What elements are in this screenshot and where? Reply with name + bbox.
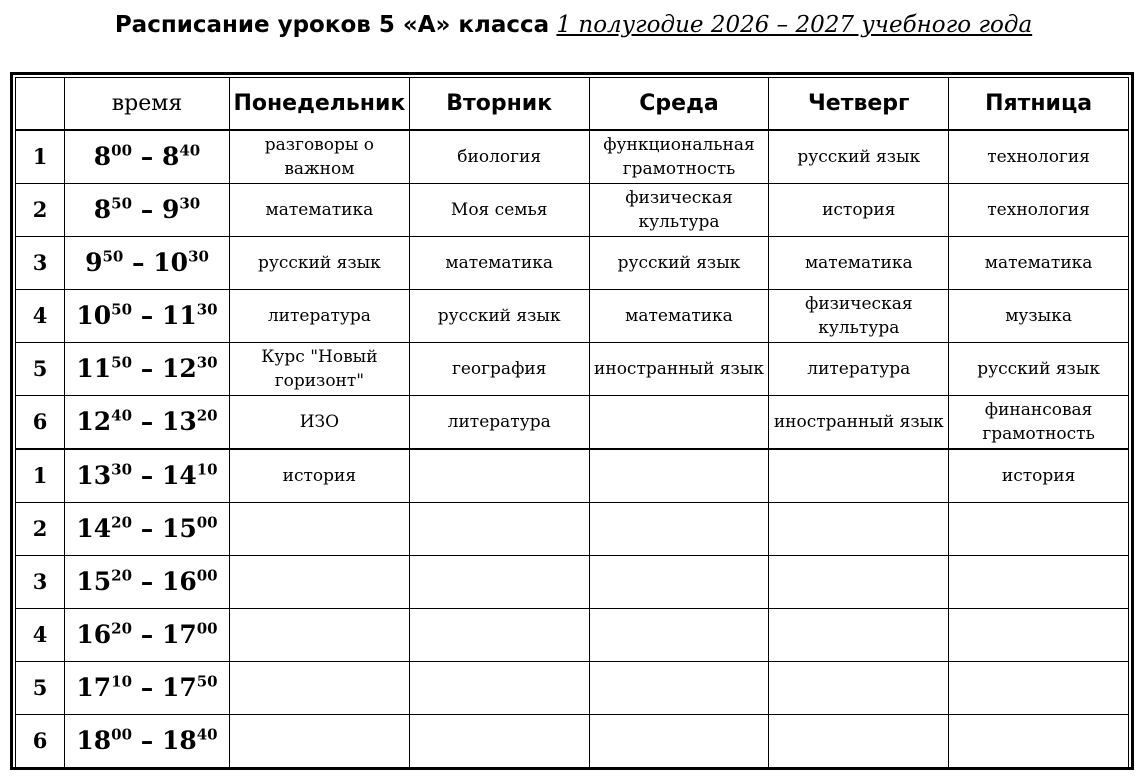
subject-cell <box>589 502 769 555</box>
time-start-hour: 14 <box>76 514 112 543</box>
schedule-table <box>15 77 1129 768</box>
header-day: Среда <box>589 78 769 130</box>
header-day: Вторник <box>409 78 589 130</box>
lesson-number: 5 <box>16 661 65 714</box>
subject-cell: русский язык <box>949 342 1129 395</box>
page-title <box>0 12 1147 38</box>
subject-cell <box>230 661 410 714</box>
time-start-hour: 16 <box>76 620 112 649</box>
subject-cell: история <box>949 449 1129 503</box>
subject-cell <box>409 714 589 767</box>
subject-cell: математика <box>230 183 410 236</box>
subject-cell <box>589 449 769 503</box>
time-end-hour: 14 <box>161 461 197 490</box>
subject-cell: математика <box>769 236 949 289</box>
subject-cell: иностранный язык <box>589 342 769 395</box>
lesson-number: 4 <box>16 289 65 342</box>
subject-cell: математика <box>589 289 769 342</box>
table-row <box>16 395 1129 449</box>
time-end-hour: 12 <box>161 354 197 383</box>
time-end-hour: 10 <box>153 248 189 277</box>
time-end-minute: 00 <box>196 566 218 585</box>
header-day: Четверг <box>769 78 949 130</box>
header-row <box>16 78 1129 130</box>
subject-cell: иностранный язык <box>769 395 949 449</box>
time-end-hour: 9 <box>161 195 180 224</box>
subject-cell <box>230 555 410 608</box>
time-end-hour: 8 <box>161 142 180 171</box>
lesson-number: 2 <box>16 502 65 555</box>
subject-cell <box>589 555 769 608</box>
lesson-number: 1 <box>16 449 65 503</box>
time-end-hour: 13 <box>161 407 197 436</box>
subject-cell: литература <box>409 395 589 449</box>
time-end-minute: 10 <box>196 460 218 479</box>
subject-cell: математика <box>409 236 589 289</box>
subject-cell: математика <box>949 236 1129 289</box>
time-end-minute: 30 <box>196 353 218 372</box>
time-start-minute: 00 <box>111 725 133 744</box>
time-start-hour: 8 <box>93 195 112 224</box>
title-period: 1 полугодие 2026 – 2027 учебного года <box>556 12 1033 38</box>
lesson-time: $18^{00} - 18^{40}$ <box>65 714 230 767</box>
subject-cell: история <box>230 449 410 503</box>
subject-cell <box>589 395 769 449</box>
subject-cell <box>409 555 589 608</box>
lesson-number: 3 <box>16 555 65 608</box>
subject-cell <box>949 608 1129 661</box>
subject-cell <box>769 449 949 503</box>
time-start-minute: 30 <box>111 460 133 479</box>
lesson-number: 4 <box>16 608 65 661</box>
time-start-minute: 50 <box>111 353 133 372</box>
time-end-minute: 50 <box>196 672 218 691</box>
time-start-minute: 20 <box>111 619 133 638</box>
subject-cell <box>769 661 949 714</box>
time-start-minute: 40 <box>111 406 133 425</box>
lesson-number: 6 <box>16 714 65 767</box>
subject-cell <box>949 502 1129 555</box>
time-end-hour: 11 <box>161 301 197 330</box>
subject-cell: финансовая грамотность <box>949 395 1129 449</box>
subject-cell <box>949 555 1129 608</box>
time-end-hour: 17 <box>161 673 197 702</box>
header-time: время <box>65 78 230 130</box>
table-row <box>16 555 1129 608</box>
table-row <box>16 183 1129 236</box>
subject-cell: музыка <box>949 289 1129 342</box>
subject-cell: русский язык <box>409 289 589 342</box>
time-start-minute: 50 <box>102 247 124 266</box>
subject-cell: технология <box>949 130 1129 184</box>
time-end-hour: 18 <box>161 726 197 755</box>
subject-cell <box>409 502 589 555</box>
time-start-hour: 18 <box>76 726 112 755</box>
table-row <box>16 130 1129 184</box>
lesson-number: 2 <box>16 183 65 236</box>
lesson-time: $16^{20} - 17^{00}$ <box>65 608 230 661</box>
lesson-time: $10^{50} - 11^{30}$ <box>65 289 230 342</box>
subject-cell <box>230 502 410 555</box>
table-row <box>16 449 1129 503</box>
time-start-hour: 10 <box>76 301 112 330</box>
header-day: Пятница <box>949 78 1129 130</box>
table-row <box>16 714 1129 767</box>
subject-cell: русский язык <box>589 236 769 289</box>
subject-cell <box>230 608 410 661</box>
table-row <box>16 502 1129 555</box>
subject-cell: Моя семья <box>409 183 589 236</box>
title-main: Расписание уроков 5 «А» класса <box>114 12 550 38</box>
table-row <box>16 661 1129 714</box>
subject-cell <box>769 714 949 767</box>
time-start-minute: 20 <box>111 566 133 585</box>
table-row <box>16 342 1129 395</box>
subject-cell <box>589 661 769 714</box>
time-start-minute: 00 <box>111 141 133 160</box>
subject-cell <box>230 714 410 767</box>
table-row <box>16 289 1129 342</box>
time-end-minute: 00 <box>196 619 218 638</box>
subject-cell <box>409 449 589 503</box>
lesson-time: $17^{10} - 17^{50}$ <box>65 661 230 714</box>
time-start-minute: 20 <box>111 513 133 532</box>
subject-cell: география <box>409 342 589 395</box>
table-row <box>16 608 1129 661</box>
subject-cell: физическая культура <box>589 183 769 236</box>
subject-cell <box>949 661 1129 714</box>
subject-cell: функциональная грамотность <box>589 130 769 184</box>
lesson-time: $8^{50} - 9^{30}$ <box>65 183 230 236</box>
time-end-hour: 15 <box>161 514 197 543</box>
subject-cell: биология <box>409 130 589 184</box>
time-end-minute: 20 <box>196 406 218 425</box>
time-start-minute: 50 <box>111 194 133 213</box>
subject-cell: ИЗО <box>230 395 410 449</box>
time-start-hour: 9 <box>85 248 103 277</box>
subject-cell <box>769 502 949 555</box>
time-end-minute: 40 <box>179 141 201 160</box>
subject-cell: русский язык <box>769 130 949 184</box>
lesson-time: $8^{00} - 8^{40}$ <box>65 130 230 184</box>
lesson-time: $11^{50} - 12^{30}$ <box>65 342 230 395</box>
subject-cell <box>949 714 1129 767</box>
subject-cell: русский язык <box>230 236 410 289</box>
lesson-time: $9^{50} - 10^{30}$ <box>65 236 230 289</box>
time-end-hour: 17 <box>161 620 197 649</box>
subject-cell: разговоры о важном <box>230 130 410 184</box>
lesson-time: $15^{20} - 16^{00}$ <box>65 555 230 608</box>
time-start-hour: 11 <box>76 354 112 383</box>
time-start-hour: 8 <box>93 142 112 171</box>
subject-cell <box>409 608 589 661</box>
time-start-minute: 10 <box>111 672 133 691</box>
subject-cell: литература <box>230 289 410 342</box>
time-start-hour: 17 <box>76 673 112 702</box>
subject-cell <box>589 608 769 661</box>
time-end-minute: 30 <box>179 194 201 213</box>
subject-cell <box>769 555 949 608</box>
subject-cell: физическая культура <box>769 289 949 342</box>
lesson-time: $14^{20} - 15^{00}$ <box>65 502 230 555</box>
table-row <box>16 236 1129 289</box>
time-start-minute: 50 <box>111 300 133 319</box>
subject-cell: литература <box>769 342 949 395</box>
time-end-minute: 00 <box>196 513 218 532</box>
time-end-minute: 30 <box>188 247 209 266</box>
subject-cell <box>589 714 769 767</box>
lesson-number: 1 <box>16 130 65 184</box>
time-end-hour: 16 <box>161 567 197 596</box>
time-end-minute: 40 <box>196 725 218 744</box>
subject-cell: технология <box>949 183 1129 236</box>
header-num <box>16 78 65 130</box>
lesson-time: $13^{30} - 14^{10}$ <box>65 449 230 503</box>
lesson-time: $12^{40} - 13^{20}$ <box>65 395 230 449</box>
lesson-number: 3 <box>16 236 65 289</box>
subject-cell <box>769 608 949 661</box>
time-start-hour: 13 <box>76 461 112 490</box>
lesson-number: 6 <box>16 395 65 449</box>
subject-cell <box>409 661 589 714</box>
schedule-frame <box>10 72 1134 770</box>
time-start-hour: 12 <box>76 407 112 436</box>
time-start-hour: 15 <box>76 567 112 596</box>
lesson-number: 5 <box>16 342 65 395</box>
subject-cell: Курс "Новый горизонт" <box>230 342 410 395</box>
subject-cell: история <box>769 183 949 236</box>
header-day: Понедельник <box>230 78 410 130</box>
time-end-minute: 30 <box>196 300 218 319</box>
